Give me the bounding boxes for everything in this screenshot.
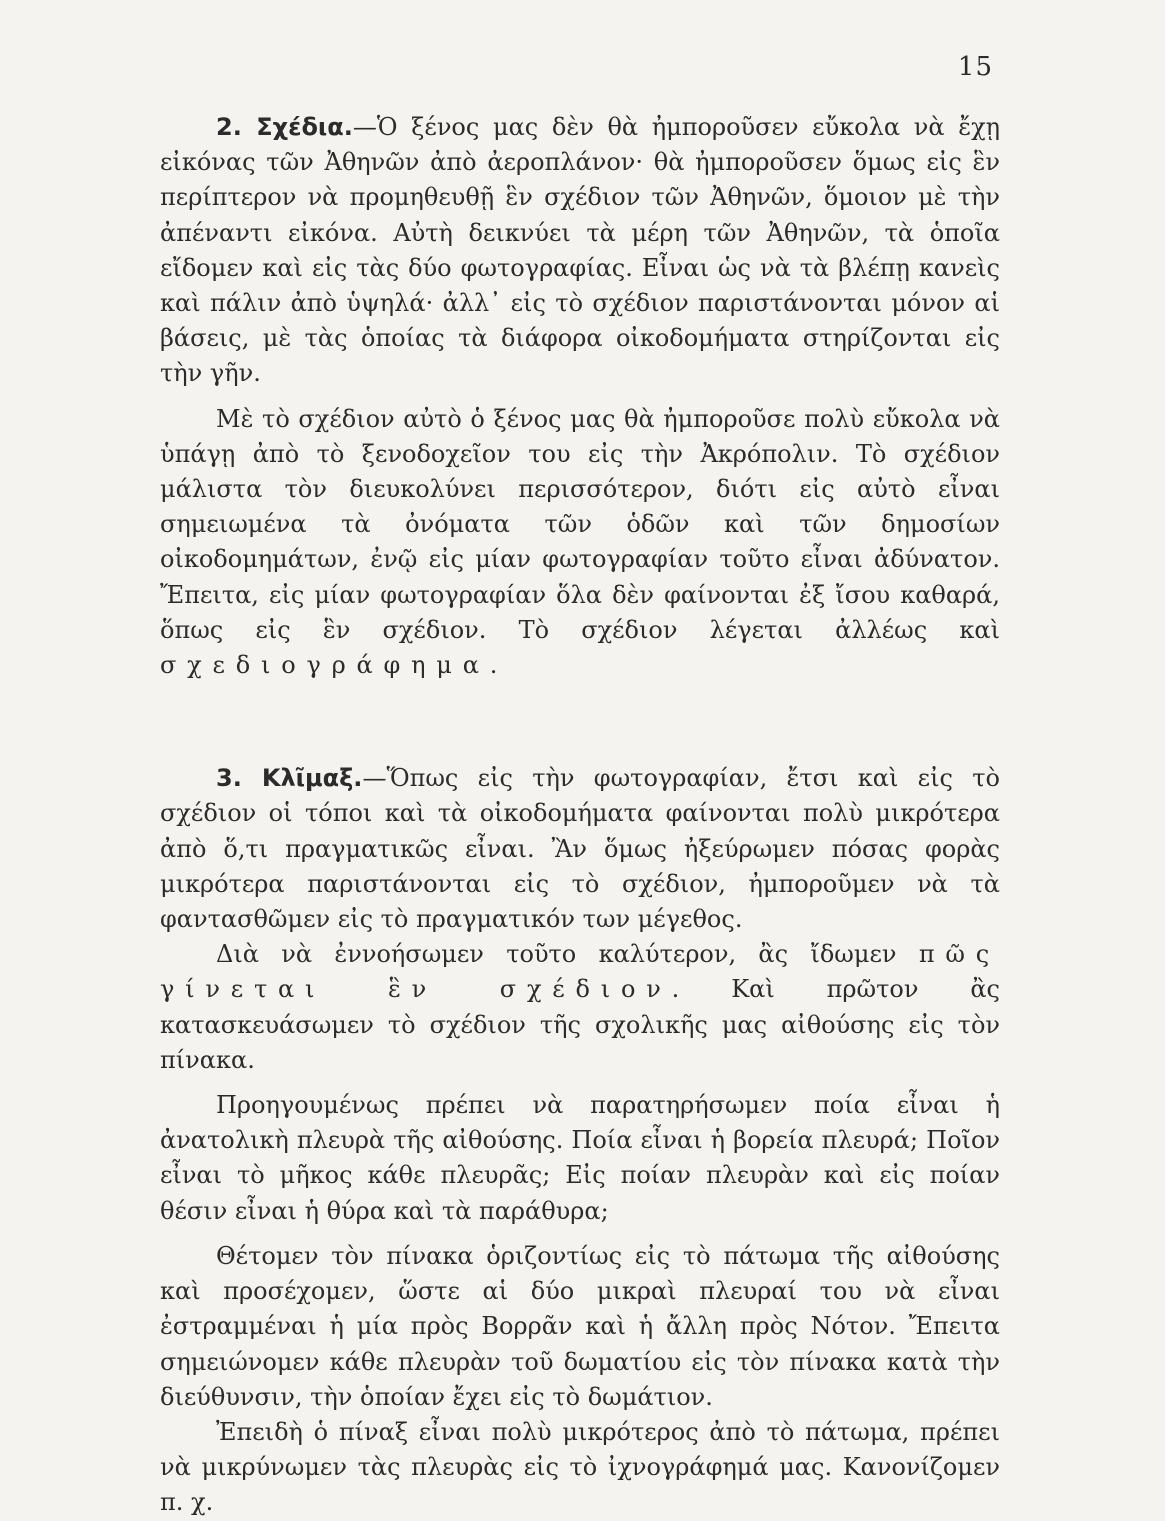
section-2-paragraph-1: [160, 110, 1000, 392]
section-3-heading: 3. Κλῖμαξ.: [216, 764, 363, 793]
body-text: [160, 110, 1000, 1521]
page-number: 15: [957, 52, 993, 82]
section-3-paragraph-2-tail: . Καὶ πρῶτον ἂς κατασκευάσωμεν τὸ σχέδιον τῆς σχολικῆς μας αἰθούσης εἰς τὸν πίνακα.: [160, 975, 1000, 1074]
section-3-paragraph-1: [160, 761, 1000, 937]
section-2-paragraph-2: [160, 402, 1000, 684]
section-3-paragraph-2-text: Διὰ νὰ ἐννοήσωμεν τοῦτο καλύτερον, ἂς ἴδωμεν: [216, 940, 897, 969]
emphasized-term: σχεδιογράφημα: [160, 651, 490, 680]
section-2-paragraph-1-text: —Ὁ ξένος μας δὲν θὰ ἠμποροῦσεν εὔκολα νὰ ἔχῃ εἰκόνας τῶν Ἀθηνῶν ἀπὸ ἀεροπλάνον· θὰ ἠμποροῦσεν ὅμως εἰς ἓν περίπτερον νὰ προμηθευθῇ ἓν σχέδιον τῶν Ἀθηνῶν, ὅμοιον μὲ τὴν ἀπέναντι εἰκόνα. Αὐτὴ δεικνύει τὰ μέρη τῶν Ἀθηνῶν, τὰ ὁποῖα εἴδομεν καὶ εἰς τὰς δύο φωτογραφίας. Εἶναι ὡς νὰ τὰ βλέπῃ κανεὶς καὶ πάλιν ἀπὸ ὑψηλά· ἀλλ᾿ εἰς τὸ σχέδιον παριστάνονται μόνον αἱ βάσεις, μὲ τὰς ὁποίας τὰ διάφορα οἰκοδομήματα στηρίζονται εἰς τὴν γῆν.: [160, 113, 1000, 388]
section-3-paragraph-4: Θέτομεν τὸν πίνακα ὁριζοντίως εἰς τὸ πάτωμα τῆς αἰθούσης καὶ προσέχομεν, ὥστε αἱ δύο μικραὶ πλευραί του νὰ εἶναι ἐστραμμέναι ἡ μία πρὸς Βορρᾶν καὶ ἡ ἄλλη πρὸς Νότον. Ἔπειτα σημειώνομεν κάθε πλευρὰν τοῦ δωματίου εἰς τὸν πίνακα κατὰ τὴν διεύθυνσιν, τὴν ὁποίαν ἔχει εἰς τὸ δωμάτιον.: [160, 1241, 1000, 1411]
section-2-heading: 2. Σχέδια.: [216, 113, 353, 141]
section-3-paragraph-5: Ἐπειδὴ ὁ πίναξ εἶναι πολὺ μικρότερος ἀπὸ τὸ πάτωμα, πρέπει νὰ μικρύνωμεν τὰς πλευρὰς εἰς τὸ ἰχνογράφημά μας. Κανονίζομεν π. χ.: [160, 1417, 1000, 1517]
emphasized-phrase: πῶς γίνεται ἓν σχέδιον: [160, 940, 1000, 1004]
section-3-paragraph-1-text: —Ὅπως εἰς τὴν φωτογραφίαν, ἔτσι καὶ εἰς τὸ σχέδιον οἱ τόποι καὶ τὰ οἰκοδομήματα φαίνονται πολὺ μικρότερα ἀπὸ ὅ,τι πραγματικῶς εἶναι. Ἂν ὅμως ἠξεύρωμεν πόσας φορὰς μικρότερα παριστάνονται εἰς τὸ σχέδιον, ἠμποροῦμεν νὰ τὰ φαντασθῶμεν εἰς τὸ πραγματικόν των μέγεθος.: [160, 764, 1000, 934]
section-3-paragraph-2: [160, 937, 1000, 1078]
section-3-paragraph-3: Προηγουμένως πρέπει νὰ παρατηρήσωμεν ποία εἶναι ἡ ἀνατολικὴ πλευρὰ τῆς αἰθούσης. Ποία εἶναι ἡ βορεία πλευρά; Ποῖον εἶναι τὸ μῆκος κάθε πλευρᾶς; Εἰς ποίαν πλευρὰν καὶ εἰς ποίαν θέσιν εἶναι ἡ θύρα καὶ τὰ παράθυρα;: [160, 1091, 1000, 1225]
section-2-paragraph-2-tail: .: [489, 651, 498, 680]
section-2-paragraph-2-text: Μὲ τὸ σχέδιον αὐτὸ ὁ ξένος μας θὰ ἠμποροῦσε πολὺ εὔκολα νὰ ὑπάγῃ ἀπὸ τὸ ξενοδοχεῖον του εἰς τὴν Ἀκρόπολιν. Τὸ σχέδιον μάλιστα τὸν διευκολύνει περισσότερον, διότι εἰς αὐτὸ εἶναι σημειωμένα τὰ ὀνόματα τῶν ὁδῶν καὶ τῶν δημοσίων οἰκοδομημάτων, ἐνῷ εἰς μίαν φωτογραφίαν τοῦτο εἶναι ἀδύνατον. Ἔπειτα, εἰς μίαν φωτογραφίαν ὅλα δὲν φαίνονται ἐξ ἴσου καθαρά, ὅπως εἰς ἓν σχέδιον. Τὸ σχέδιον λέγεται ἀλλέως καὶ: [160, 404, 1000, 644]
